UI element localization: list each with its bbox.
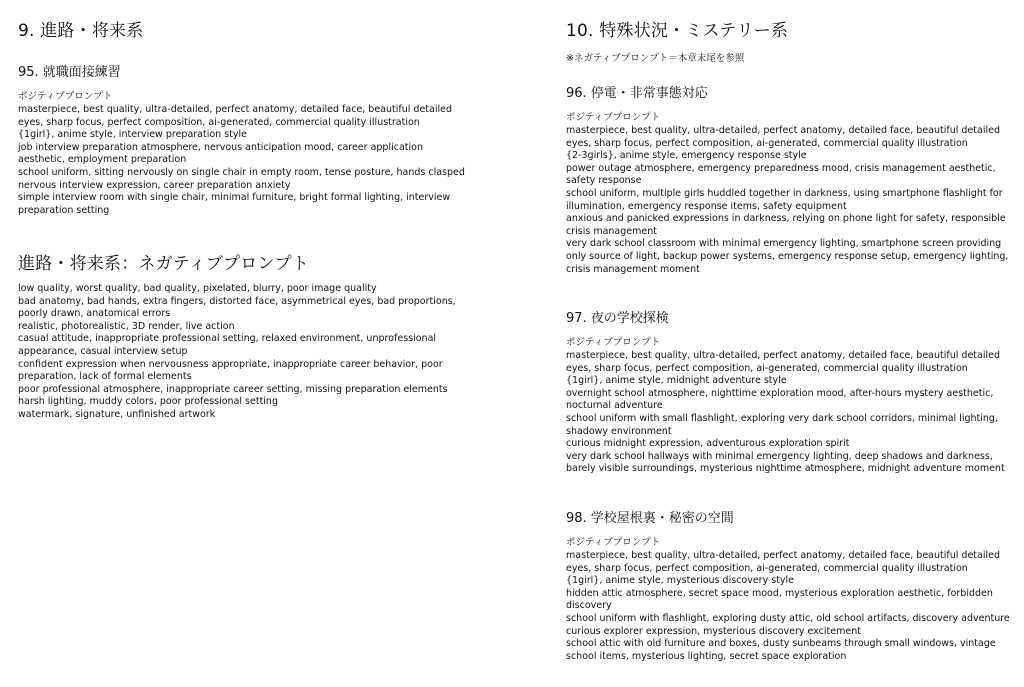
section-title: 98. 学校屋根裏・秘密の空間 — [566, 511, 734, 526]
prompt-line: very dark school classroom with minimal emergency lighting, smartphone screen providing only source of light, backup power systems, emergency response setup, emergency lighting, crisis management moment — [566, 238, 1009, 275]
prompt-line: overnight school atmosphere, nighttime exploration mood, after-hours mystery aesthetic, nocturnal adventure — [566, 387, 994, 412]
positive-prompt-label: ポジティブプロンプト — [566, 337, 661, 348]
prompt-line: poor professional atmosphere, inappropriate career setting, missing preparation elements — [18, 383, 448, 395]
prompt-line: low quality, worst quality, bad quality, pixelated, blurry, poor image quality — [18, 283, 377, 294]
prompt-line: very dark school hallways with minimal emergency lighting, deep shadows and darkness, barely visible surroundings, mysterious nighttime atmosphere, midnight adventure moment — [566, 450, 1005, 475]
prompt-line: {1girl}, anime style, midnight adventure style — [566, 375, 787, 387]
prompt-line: confident expression when nervousness appropriate, inappropriate career behavior, poor preparation, lack of formal elements — [18, 358, 443, 383]
prompt-line: bad anatomy, bad hands, extra fingers, distorted face, asymmetrical eyes, bad proportions, poorly drawn, anatomical errors — [18, 295, 456, 320]
prompt-lines — [566, 550, 1012, 663]
prompt-line: anxious and panicked expressions in darkness, relying on phone light for safety, responsible crisis management — [566, 213, 1006, 237]
prompt-line: {1girl}, anime style, mysterious discovery style — [566, 575, 794, 587]
prompt-line: power outage atmosphere, emergency preparedness mood, crisis management aesthetic, safety response — [566, 162, 996, 187]
prompt-line: school uniform, sitting nervously on single chair in empty room, tense posture, hands clasped nervous interview expression, career preparation anxiety — [18, 166, 465, 191]
negative-prompt-title: 進路・将来系：ネガティブプロンプト — [18, 254, 310, 274]
prompt-line: casual attitude, inappropriate professional setting, relaxed environment, unprofessional appearance, casual interview setup — [18, 333, 437, 357]
prompt-line: {1girl}, anime style, interview preparation style — [18, 129, 247, 141]
chapter-title: 9. 進路・将来系 — [18, 21, 144, 41]
chapter-note: ※ネガティブプロンプト＝本章末尾を参照 — [566, 53, 745, 64]
prompt-line: masterpiece, best quality, ultra-detailed, perfect anatomy, detailed face, beautiful detailed eyes, sharp focus, perfect composition, ai-generated, commercial quality illustration — [566, 350, 1000, 374]
prompt-line: curious explorer expression, mysterious discovery excitement — [566, 625, 861, 637]
prompt-line: job interview preparation atmosphere, nervous anticipation mood, career application aesthetic, employment preparation — [18, 141, 423, 166]
prompt-line: school uniform with small flashlight, exploring very dark school corridors, minimal lighting, shadowy environment — [566, 412, 998, 437]
section-title: 97. 夜の学校探検 — [566, 311, 669, 326]
prompt-lines — [566, 350, 1012, 476]
prompt-line: masterpiece, best quality, ultra-detailed, perfect anatomy, detailed face, beautiful detailed eyes, sharp focus, perfect composition, ai-generated, commercial quality illustration — [566, 125, 1000, 149]
prompt-lines — [566, 125, 1012, 276]
prompt-line: realistic, photorealistic, 3D render, live action — [18, 320, 235, 332]
positive-prompt-label: ポジティブプロンプト — [566, 537, 661, 548]
prompt-line: {2-3girls}, anime style, emergency response style — [566, 150, 807, 162]
chapter-title: 10. 特殊状況・ミステリー系 — [566, 21, 789, 41]
prompt-line: school uniform, multiple girls huddled together in darkness, using smartphone flashlight for illumination, emergency response items, safety equipment — [566, 187, 1003, 212]
prompt-line: harsh lighting, muddy colors, poor professional setting — [18, 396, 278, 408]
prompt-line: masterpiece, best quality, ultra-detailed, perfect anatomy, detailed face, beautiful detailed eyes, sharp focus, perfect composition, ai-generated, commercial quality illustration — [18, 104, 452, 128]
prompt-line: masterpiece, best quality, ultra-detailed, perfect anatomy, detailed face, beautiful detailed eyes, sharp focus, perfect composition, ai-generated, commercial quality illustration — [566, 550, 1000, 574]
prompt-line: simple interview room with single chair, minimal furniture, bright formal lighting, interview preparation setting — [18, 192, 451, 216]
section-title: 96. 停電・非常事態対応 — [566, 86, 708, 101]
prompt-line: school attic with old furniture and boxes, dusty sunbeams through small windows, vintage school items, mysterious lighting, secret space exploration — [566, 638, 996, 662]
positive-prompt-label: ポジティブプロンプト — [566, 112, 661, 123]
prompt-line: watermark, signature, unfinished artwork — [18, 408, 216, 420]
negative-prompt-lines — [18, 283, 468, 422]
positive-prompt-label: ポジティブプロンプト — [18, 91, 113, 102]
prompt-lines — [18, 104, 468, 217]
section-title: 95. 就職面接練習 — [18, 65, 121, 80]
prompt-line: curious midnight expression, adventurous exploration spirit — [566, 438, 850, 450]
prompt-line: hidden attic atmosphere, secret space mood, mysterious exploration aesthetic, forbidden discovery — [566, 587, 993, 612]
prompt-line: school uniform with flashlight, exploring dusty attic, old school artifacts, discovery adventure — [566, 612, 1010, 624]
